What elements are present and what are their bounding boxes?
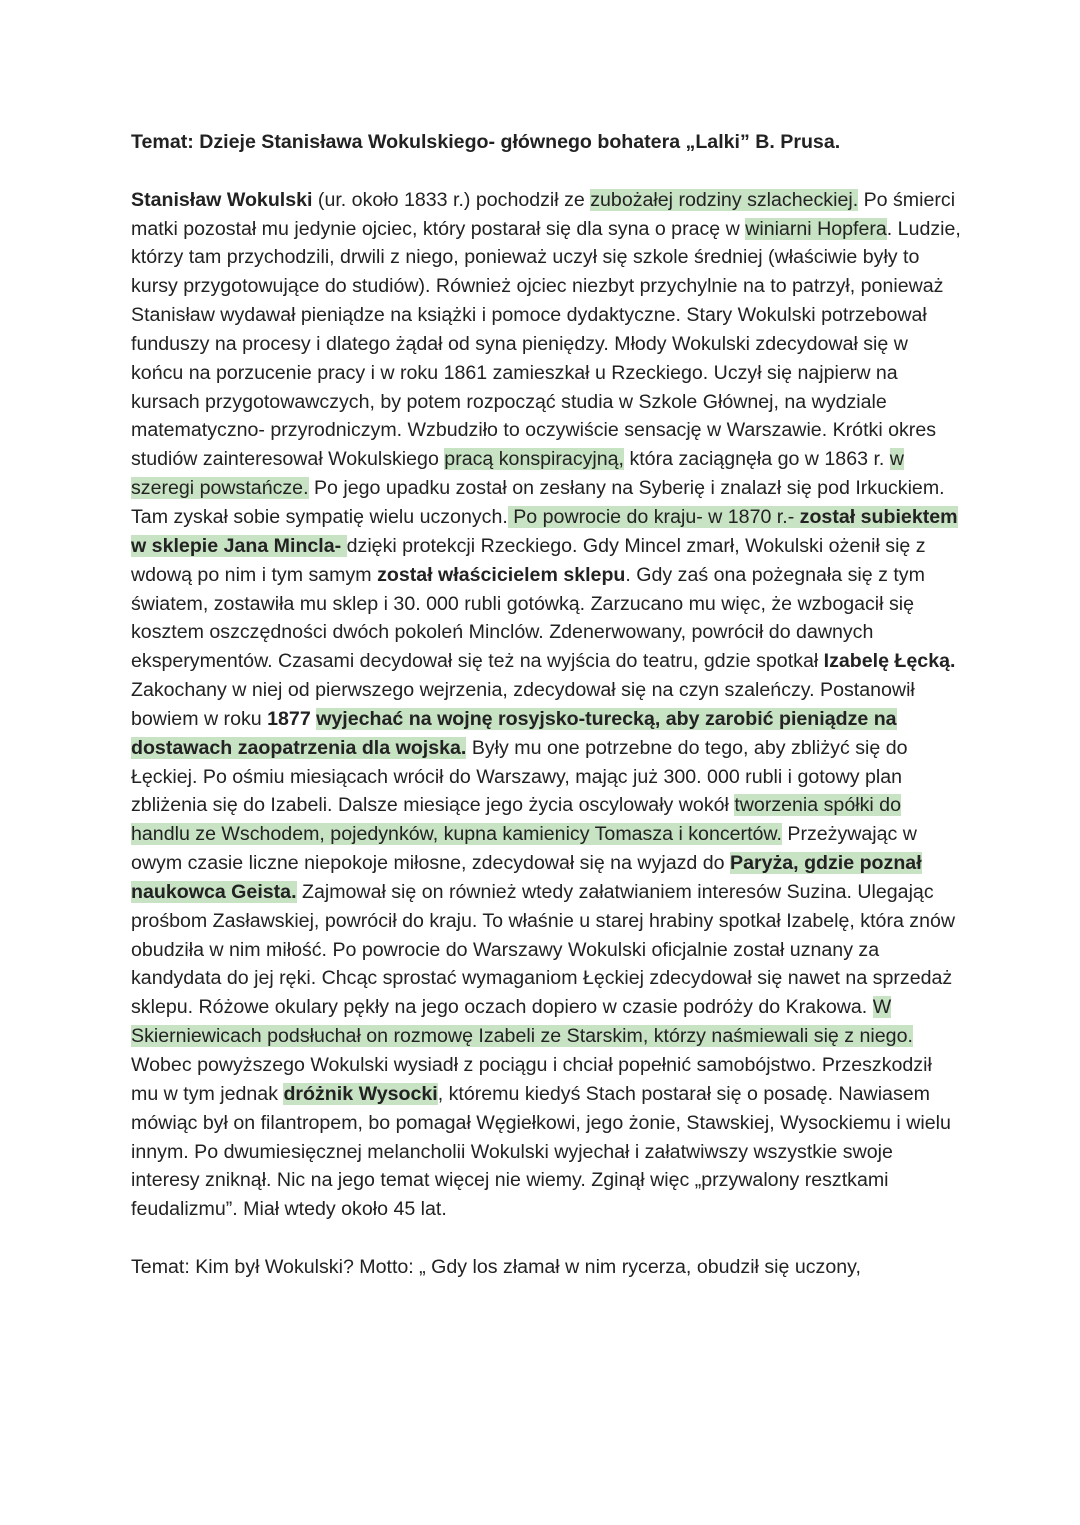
document-title: Temat: Dzieje Stanisława Wokulskiego- głównego bohatera „Lalki” B. Prusa. [131,131,841,153]
text-segment: Zakochany w niej od pierwszego wejrzenia, zdecydował się na czyn szaleńczy. Postanowił bowiem w roku [131,679,915,730]
bold-text: 1877 [267,707,311,730]
text-segment: Po jego upadku został on zesłany na Syberię i znalazł się pod Irkuckiem. Tam zyskał sobie sympatię wielu uczonych. [131,477,945,528]
highlighted-text: winiarni Hopfera [745,217,887,240]
text-segment: dzięki protekcji Rzeckiego. Gdy Mincel zmarł, Wokulski ożenił się z wdową po nim i tym samym [131,534,926,586]
highlighted-bold-text: został subiektem w sklepie Jana Mincla- [131,505,958,557]
highlighted-text: pracą konspiracyjną, [444,448,624,471]
text-segment: , któremu kiedyś Stach postarał się o posadę. Nawiasem mówiąc był on filantropem, bo pomagał Węgiełkowi, jego żonie, Stawskiej, Wysockiemu i wielu innym. Po dwumiesięcznej melancholii Wokulski wyjechał i załatwiwszy wszystkie swoje interesy zniknął. Nic na jego temat więcej nie wiemy. Zginął więc „przywalony resztkami feudalizmu”. Miał wtedy około 45 lat. [131,1082,951,1221]
text-segment: Były mu one potrzebne do tego, aby zbliżyć się do Łęckiej. Po ośmiu miesiącach wrócił do Warszawy, mając już 300. 000 rubli i gotowy plan zbliżenia się do Izabeli. Dalsze miesiące jego życia oscylowały wokół [131,736,908,817]
paragraph-gap [131,157,961,186]
text-segment: (ur. około 1833 r.) pochodził ze [312,188,591,211]
paragraph-gap [131,1224,961,1253]
text-segment: Zajmował się on również wtedy załatwianiem interesów Suzina. Ulegając prośbom Zasławskiej, powrócił do kraju. To właśnie u starej hrabiny spotkał Izabelę, która znów obudziła w nim miłość. Po powrocie do Warszawy Wokulski oficjalnie został uznany za kandydata do jej ręki. Chcąc sprostać wymaganiom Łęckiej zdecydował się nawet na sprzedaż sklepu. Różowe okulary pękły na jego oczach dopiero w czasie podróży do Krakowa. [131,880,956,1019]
text-segment: . Ludzie, którzy tam przychodzili, drwili z niego, ponieważ uczył się szkole średniej (właściwie były to kursy przygotowujące do studiów). Również ojciec niezbyt przychylnie na to patrzył, ponieważ Stanisław wydawał pieniądze na książki i pomoce dydaktyczne. Stary Wokulski potrzebował funduszy na procesy i dlatego żądał od syna pieniędzy. Młody Wokulski zdecydował się w końcu na porzucenie pracy i w roku 1861 zamieszkał u Rzeckiego. Uczył się najpierw na kursach przygotowawczych, by potem rozpocząć studia w Szkole Głównej, na wydziale matematyczno- przyrodniczym. Wzbudziło to oczywiście sensację w Warszawie. Krótki okres studiów zainteresował Wokulskiego [131,217,961,471]
highlighted-text: tworzenia spółki do handlu ze Wschodem, pojedynków, kupna kamienicy Tomasza i koncertów. [131,794,901,846]
highlighted-text: w szeregi powstańcze. [131,448,904,500]
bold-text: Izabelę Łęcką. [823,650,956,673]
text-segment: Przeżywając w owym czasie liczne niepokoje miłosne, zdecydował się na wyjazd do [131,823,917,875]
text-segment: . Gdy zaś ona pożegnała się z tym światem, zostawiła mu sklep i 30. 000 rubli gotówką. Zarzucano mu więc, że wzbogacił się kosztem oszczędności dwóch pokoleń Minclów. Zdenerwowany, powrócił do dawnych eksperymentów. Czasami decydował się też na wyjścia do teatru, gdzie spotkał [131,563,925,673]
bold-text: został właścicielem sklepu [377,563,626,586]
main-paragraph [131,186,961,1224]
text-segment: Po śmierci matki pozostał mu jedynie ojciec, który postarał się dla syna o pracę w [131,188,956,240]
document-content [131,128,961,1282]
highlighted-text: Po powrocie do kraju- w 1870 r.- [507,505,800,528]
highlighted-bold-text: wyjechać na wojnę rosyjsko-turecką, aby zarobić pieniądze na dostawach zaopatrzenia dla wojska. [131,707,897,759]
highlighted-text: W Skierniewicach podsłuchał on rozmowę Izabeli ze Starskim, którzy naśmiewali się z niego. [131,996,913,1048]
highlighted-text: zubożałej rodziny szlacheckiej. [590,188,859,211]
text-segment: która zaciągnęła go w 1863 r. [624,448,890,471]
next-topic-line: Temat: Kim był Wokulski? Motto: „ Gdy los złamał w nim rycerza, obudził się uczony, [131,1255,861,1278]
text-segment: Wobec powyższego Wokulski wysiadł z pociągu i chciał popełnić samobójstwo. Przeszkodził mu w tym jednak [131,1054,932,1105]
bold-text: Stanisław Wokulski [131,188,313,211]
highlighted-bold-text: Paryża, gdzie poznał naukowca Geista. [131,852,922,903]
highlighted-bold-text: dróżnik Wysocki [283,1082,438,1105]
